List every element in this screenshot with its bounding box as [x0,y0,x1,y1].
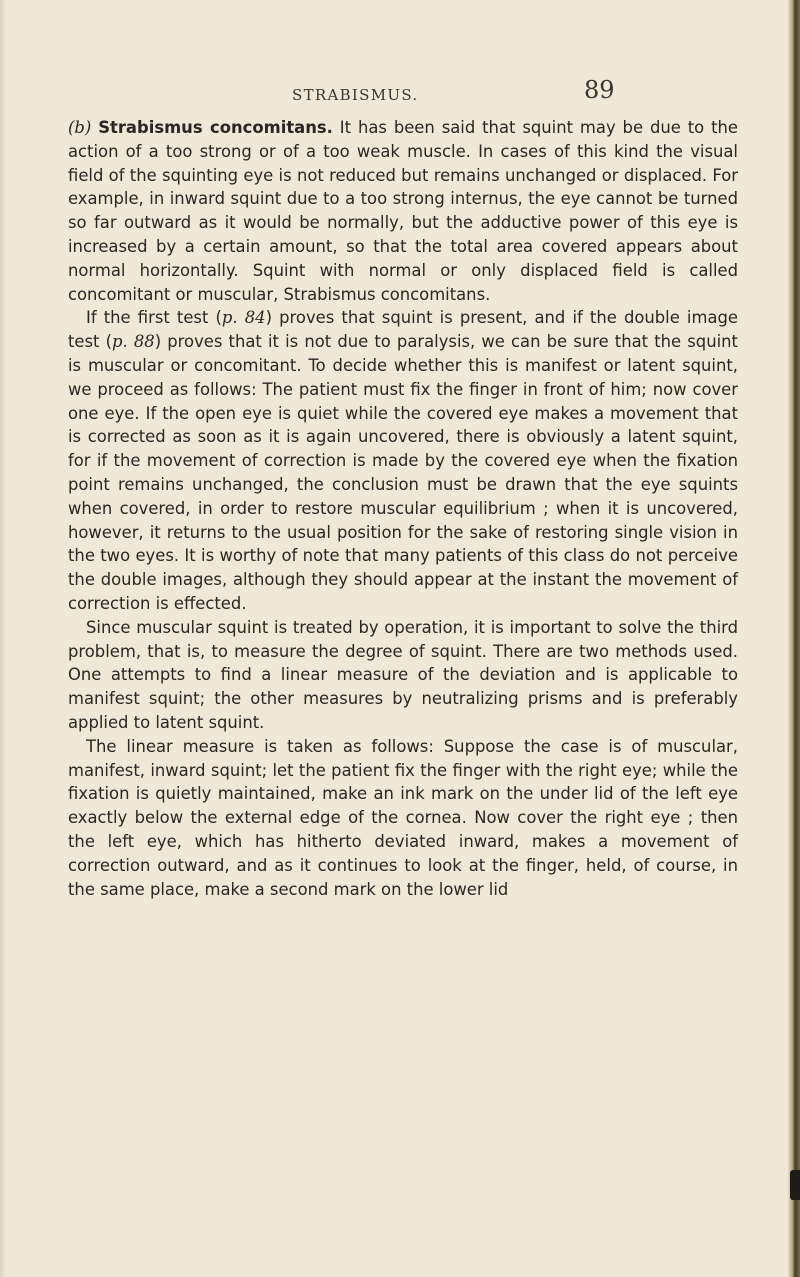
page-reference: p. 84 [221,308,266,328]
page-reference: p. 88 [112,332,155,352]
page-header [40,76,760,112]
paragraph-text: ) proves that it is not due to paralysis, we can be sure that the squint is muscular or concomitant. To decide whether this is manifest or latent squint, we proceed as follows: The patient must fix the finger in front of him; now cover one eye. If the open eye is quiet while the covered eye makes a movement that is corrected as soon as it is again uncovered, there is obviously a latent squint, for if the movement of correction is made by the covered eye when the fixation point remains unchanged, the conclusion must be drawn that the eye squints when covered, in order to restore muscular equilibrium ; when it is uncovered, however, it returns to the usual position for the sake of restoring single vision in the two eyes. It is worthy of note that many patients of this class do not perceive the double images, although they should appear at the instant the movement of correction is effected. [68,332,738,613]
section-title: Strabismus concomitans. [98,118,333,137]
page-edge [788,0,800,1277]
paragraph-text: The linear measure is taken as follows: Suppose the case is of muscular, manifest, inward squint; let the patient fix the finger with the right eye; while the fixation is quietly maintained, make an ink mark on the under lid of the left eye exactly below the external edge of the cornea. Now cover the right eye ; then the left eye, which has hitherto deviated inward, makes a movement of correction outward, and as it continues to look at the finger, held, of course, in the same place, make a second mark on the lower lid [68,736,738,899]
section-label: (b) [68,118,92,137]
page-edge-mark [790,1170,800,1200]
paragraph-3 [68,616,738,735]
body-text [68,116,738,901]
paragraph-4 [68,735,738,902]
page-number: 89 [584,76,615,104]
running-head: STRABISMUS. [292,86,419,104]
paragraph-text: Since muscular squint is treated by operation, it is important to solve the third problem, that is, to measure the degree of squint. There are two methods used. One attempts to find a linear measure of the deviation and is applicable to manifest squint; the other measures by neutralizing prisms and is preferably applied to latent squint. [68,617,738,732]
paragraph-2 [68,306,738,615]
paragraph-text: If the first test ( [86,308,222,328]
page-gutter-shadow [0,0,6,1277]
paragraph-text: It has been said that squint may be due to the action of a too strong or of a too weak muscle. In cases of this kind the visual field of the squinting eye is not reduced but remains unchanged or displaced. For example, in inward squint due to a too strong internus, the eye cannot be turned so far outward as it would be normally, but the adductive power of this eye is increased by a certain amount, so that the total area covered appears about normal horizontally. Squint with normal or only displaced field is called concomitant or muscular, Strabismus concomitans. [68,118,738,304]
paragraph-text: ) proves that squint is present, and if the double image test ( [68,308,738,352]
paragraph-1 [68,116,738,306]
